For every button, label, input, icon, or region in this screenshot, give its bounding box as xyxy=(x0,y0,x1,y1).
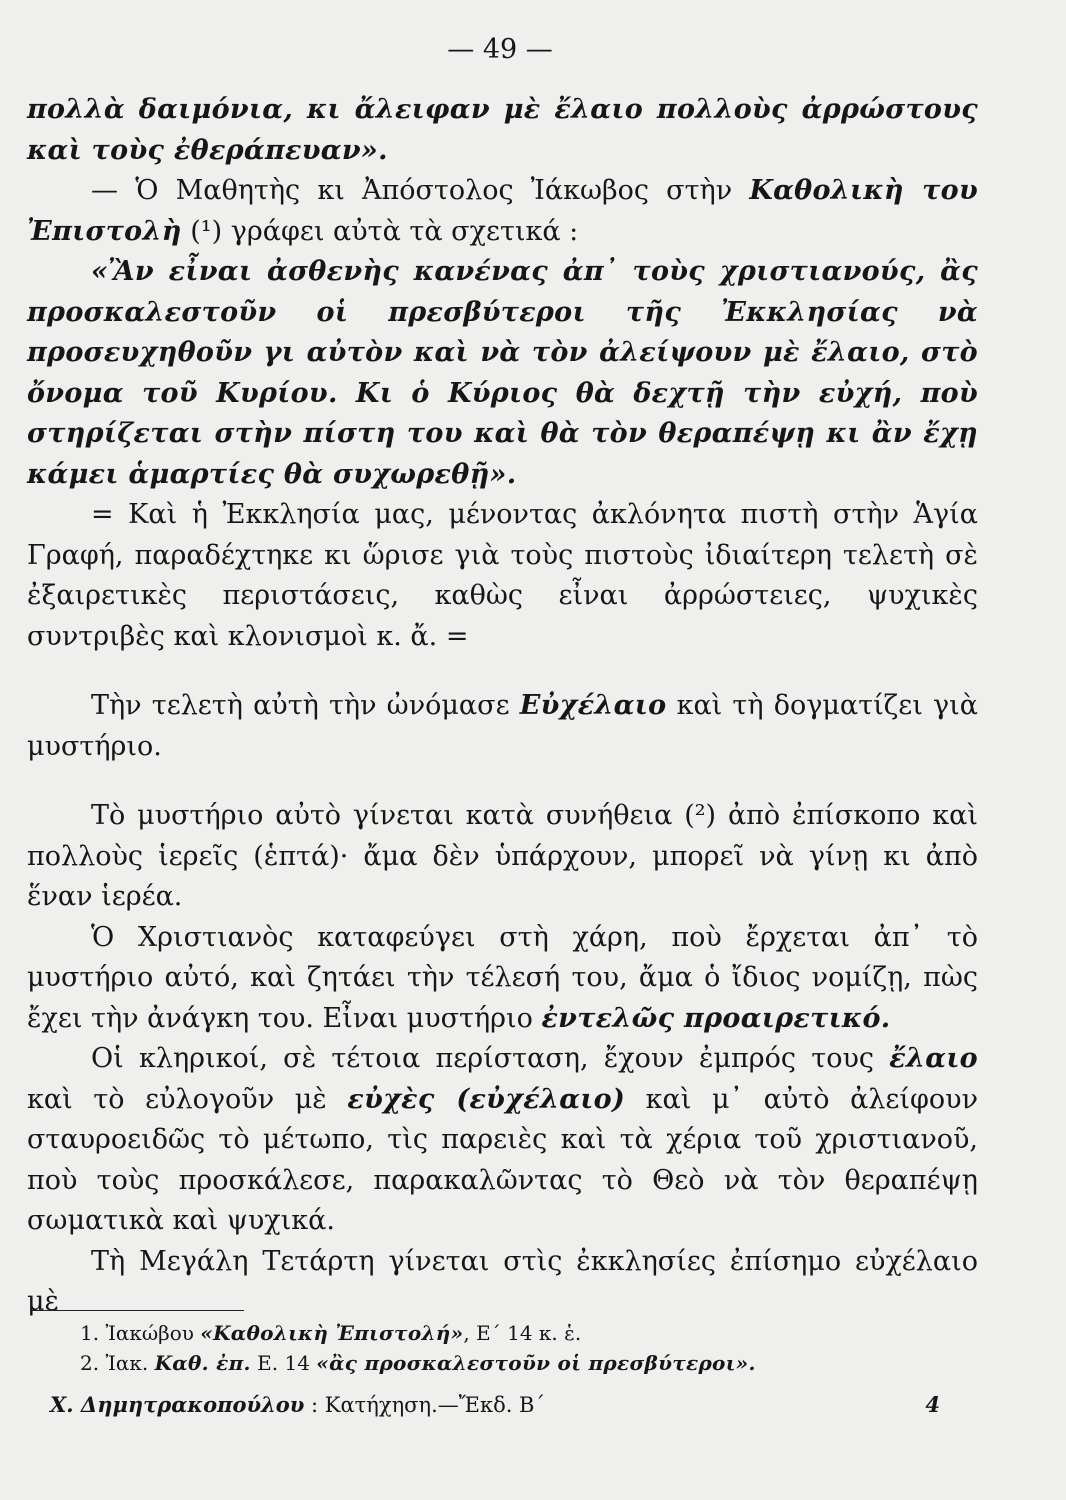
emphasis-text: Καθολικὴ του Ἐπιστολὴ xyxy=(27,175,978,247)
footnote xyxy=(80,1318,980,1348)
paragraph xyxy=(27,918,978,1040)
emphasis-text: «Καθολικὴ Ἐπιστολή» xyxy=(200,1321,464,1345)
emphasis-text: εὐχὲς (εὐχέλαιο) xyxy=(347,1083,626,1115)
text-run: Ε. 14 xyxy=(250,1351,317,1375)
paragraph xyxy=(27,252,978,495)
emphasis-text: Εὐχέλαιο xyxy=(519,690,667,721)
paragraph xyxy=(27,686,978,767)
footnotes xyxy=(80,1318,980,1378)
paragraph xyxy=(27,796,978,918)
running-footer xyxy=(50,1392,952,1417)
signature-mark: 4 xyxy=(925,1392,940,1417)
emphasis-text: ἐντελῶς προαιρετικό. xyxy=(541,1002,891,1034)
text-run: Τὸ μυστήριο αὐτὸ γίνεται κατὰ συνήθεια (²) ἀπὸ ἐπίσκοπο καὶ πολλοὺς ἱερεῖς (ἑπτά)· ἄμα δὲν ὑπάρχουν, μπορεῖ νὰ γίνῃ κι ἀπὸ ἕναν ἱερέα. xyxy=(27,800,978,912)
text-run: καὶ μ᾽ αὐτὸ ἀλείφουν σταυροειδῶς τὸ μέτωπο, τὶς παρειὲς καὶ τὰ χέρια τοῦ χριστιανοῦ, ποὺ τοὺς προσκάλεσε, παρακαλῶντας τὸ Θεὸ νὰ τὸν θεραπέψῃ σωματικὰ καὶ ψυχικά. xyxy=(27,1083,978,1236)
text-run: Ὁ Χριστιανὸς καταφεύγει στὴ χάρη, ποὺ ἔρχεται ἀπ᾽ τὸ μυστήριο αὐτό, καὶ ζητάει τὴν τέλεσή του, ἄμα ὁ ἴδιος νομίζῃ, πὼς ἔχει τὴν ἀνάγκη του. Εἶναι μυστήριο xyxy=(27,921,978,1034)
page-number: — 49 — xyxy=(447,34,553,65)
text-run: 2. Ἰακ. xyxy=(80,1351,155,1375)
text-run: (¹) γράφει αὐτὰ τὰ σχετικά : xyxy=(181,215,579,247)
footnote-rule xyxy=(30,1310,244,1311)
main-text xyxy=(27,90,978,1323)
paragraph xyxy=(27,171,978,252)
text-run: 1. Ἰακώβου xyxy=(80,1321,201,1345)
text-run: καὶ τὴ δογματίζει γιὰ μυστήριο. xyxy=(27,690,978,762)
paragraph xyxy=(27,90,978,171)
emphasis-text: Καθ. ἐπ. xyxy=(154,1351,251,1375)
footnote xyxy=(80,1348,980,1378)
paragraph xyxy=(27,1039,978,1242)
text-run: Τὴ Μεγάλη Τετάρτη γίνεται στὶς ἐκκλησίες ἐπίσημο εὐχέλαιο μὲ xyxy=(27,1245,978,1317)
text-run: — Ὁ Μαθητὴς κι Ἀπόστολος Ἰάκωβος στὴν xyxy=(91,175,750,206)
text-run: = Καὶ ἡ Ἐκκλησία μας, μένοντας ἀκλόνητα πιστὴ στὴν Ἁγία Γραφή, παραδέχτηκε κι ὥρισε γιὰ τοὺς πιστοὺς ἰδιαίτερη τελετὴ σὲ ἐξαιρετικὲς περιστάσεις, καθὼς εἶναι ἀρρώστειες, ψυχικὲς συντριβὲς καὶ κλονισμοὶ κ. ἄ. = xyxy=(27,499,978,652)
footer-title: : Κατήχηση.—Ἔκδ. Β΄ xyxy=(304,1393,545,1417)
text-run: Τὴν τελετὴ αὐτὴ τὴν ὠνόμασε xyxy=(91,690,520,721)
text-run: Οἱ κληρικοί, σὲ τέτοια περίσταση, ἔχουν ἐμπρός τους xyxy=(91,1043,890,1074)
emphasis-text: «Ἂν εἶναι ἀσθενὴς κανένας ἀπ᾽ τοὺς χριστιανούς, ἂς προσκαλεστοῦν οἱ πρεσβύτεροι τῆς Ἐκκλησίας νὰ προσευχηθοῦν γι αὐτὸν καὶ νὰ τὸν ἀλείψουν μὲ ἔλαιο, στὸ ὄνομα τοῦ Κυρίου. Κι ὁ Κύριος θὰ δεχτῇ τὴν εὐχή, ποὺ στηρίζεται στὴν πίστη του καὶ θὰ τὸν θεραπέψῃ κι ἂν ἔχῃ κάμει ἁμαρτίες θὰ συχωρεθῇ». xyxy=(27,256,978,490)
emphasis-text: πολλὰ δαιμόνια, κι ἄλειφαν μὲ ἔλαιο πολλοὺς ἀρρώστους καὶ τοὺς ἐθεράπευαν». xyxy=(27,94,978,166)
footer-author: Χ. Δημητρακοπούλου xyxy=(50,1392,305,1417)
paragraph xyxy=(27,495,978,657)
text-run: καὶ τὸ εὐλογοῦν μὲ xyxy=(27,1083,348,1115)
emphasis-text: ἔλαιο xyxy=(889,1043,978,1074)
text-run: , Ε΄ 14 κ. ἑ. xyxy=(463,1321,582,1345)
emphasis-text: «ἂς προσκαλεστοῦν οἱ πρεσβύτεροι». xyxy=(316,1351,756,1375)
